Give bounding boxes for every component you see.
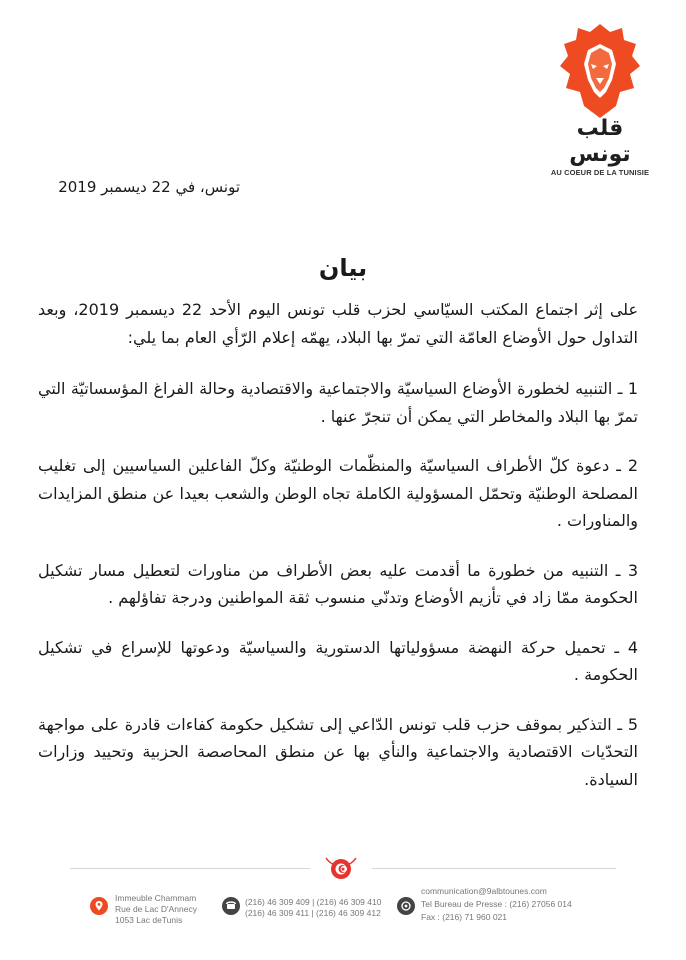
list-item: 1 ـ التنبيه لخطورة الأوضاع السياسيّة والاجتماعية والاقتصادية وحالة الفراغ المؤسساتيّة التي تمرّ بها البلاد والمخاطر التي يمكن أن تنجرّ عنها . [38,379,638,426]
press-phone-text: Tel Bureau de Presse : (216) 27056 014 [421,899,572,909]
address-line: Immeuble Chammam [115,893,197,903]
footer-contact [421,886,572,923]
address-line: Rue de Lac D'Annecy [115,904,197,914]
address-line: 1053 Lac deTunis [115,915,183,925]
phone-icon [222,897,240,915]
list-item: 3 ـ التنبيه من خطورة ما أقدمت عليه بعض الأطراف من مناورات لتعطيل مسار تشكيل الحكومة ممّا زاد في تأزيم الأوضاع وتدنّي منسوب ثقة المواطنين ودرجة تفاؤلهم . [38,560,638,607]
footer-address [115,893,197,926]
dateline: تونس، في 22 ديسمبر 2019 [58,178,240,196]
footer-divider-left [70,868,310,869]
list-item: 5 ـ التذكير بموقف حزب قلب تونس الدّاعي إلى تشكيل حكومة كفاءات قادرة على مواجهة التحدّيات الاقتصادية والاجتماعية والنأي بها عن منطق المحاصصة الحزبية وتحييد وزارات السيادة. [38,714,638,789]
statement-title: بيان [318,254,368,282]
brand-arabic-name: قلب تونس [569,116,631,167]
footer-divider-right [372,868,616,869]
location-pin-icon [90,897,108,915]
phone-line: (216) 46 309 411 | (216) 46 309 412 [245,908,381,918]
list-item: 2 ـ دعوة كلّ الأطراف السياسيّة والمنظّمات الوطنيّة وكلّ الفاعلين السياسيين إلى تغليب المصلحة الوطنيّة وتحمّل المسؤولية الكاملة تجاه الوطن والشعب بعيدا عن منطق المزايدات والمناورات . [38,456,638,530]
lion-head-icon [558,22,642,120]
footer-phones [245,897,381,919]
intro-paragraph: على إثر اجتماع المكتب السيّاسي لحزب قلب تونس اليوم الأحد 22 ديسمبر 2019، وبعد التداول حول الأوضاع العامّة التي تمرّ بها البلاد، يهمّه إعلام الرّأي العام بما يلي: [38,300,638,347]
fax-text: Fax : (216) 71 960 021 [421,912,508,922]
contact-icon [397,897,415,915]
phone-line: (216) 46 309 409 | (216) 46 309 410 [245,897,382,907]
statement-body [38,296,638,815]
tunisia-flag-emblem-icon [318,852,364,886]
email-text: communication@9albtounes.com [421,886,547,896]
party-logo [545,22,655,177]
brand-french-name: AU COEUR DE LA TUNISIE [550,168,650,177]
list-item: 4 ـ تحميل حركة النهضة مسؤولياتها الدستورية والسياسيّة ودعوتها للإسراع في تشكيل الحكومة . [38,637,638,684]
